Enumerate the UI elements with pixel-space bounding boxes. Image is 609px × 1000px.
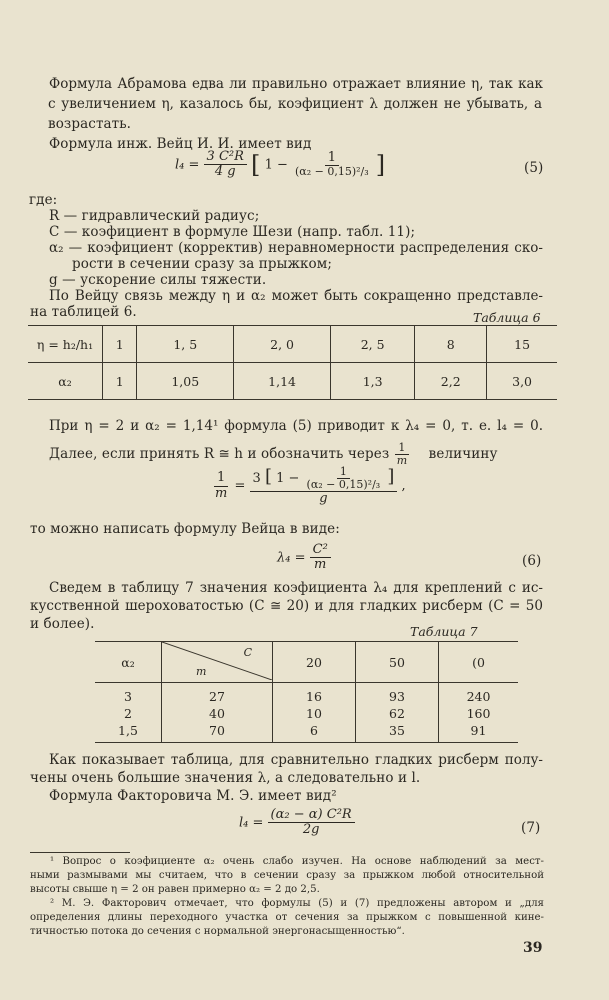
table-cell: 2	[124, 706, 132, 721]
table-cell: 15	[487, 326, 557, 363]
eq6-fraction	[310, 543, 331, 573]
equation-number-7: (7)	[521, 820, 541, 836]
m-rhs-denominator: g	[319, 491, 328, 507]
table-6	[28, 325, 557, 400]
table-cell: 1,14	[234, 363, 331, 400]
table-cell: 1,3	[331, 363, 415, 400]
eq5-inner-denominator: (α₂ − 0,15)²/₃	[295, 165, 369, 179]
bracket-open: [	[264, 466, 272, 488]
column-header: (0	[439, 642, 519, 683]
eq5-lhs: l₄ =	[175, 157, 200, 173]
definition-line: C — коэфициент в формуле Шези (напр. табл. 11);	[49, 224, 416, 240]
table-row-header: η = h₂/h₁	[28, 326, 103, 363]
table-cell: 1	[103, 326, 137, 363]
m-lhs	[212, 471, 230, 501]
equation-number-6: (6)	[522, 553, 542, 569]
text-line: Формула Факторовича М. Э. имеет вид²	[49, 788, 337, 804]
eq5-one-minus: 1 −	[264, 157, 288, 173]
text-line: Формула Абрамова едва ли правильно отражает влияние η, так как	[49, 76, 543, 92]
text-line: возрастать.	[48, 116, 132, 132]
table-cell: 40	[162, 705, 273, 722]
footnote-line: определения длины переходного участка от сечения за прыжком с повышенной кине-	[30, 912, 544, 923]
definition-line: g — ускорение силы тяжести.	[49, 272, 267, 288]
column-header: 20	[273, 642, 356, 683]
definition-line: рости в сечении сразу за прыжком;	[72, 256, 332, 272]
table-cell: 16	[273, 683, 356, 706]
table-cell: 1,5	[95, 722, 162, 743]
text-line: При η = 2 и α₂ = 1,14¹ формула (5) приводит к λ₄ = 0, т. е. l₄ = 0.	[49, 418, 543, 434]
eq7-numerator: (α₂ − α) C²R	[268, 808, 355, 823]
column-header-m: m	[196, 665, 207, 678]
table-cell: 91	[439, 722, 519, 743]
text-line: Как показывает таблица, для сравнительно гладких рисберм полу-	[49, 752, 543, 768]
one-over-m	[394, 442, 411, 467]
table-row	[28, 363, 557, 400]
table-row	[95, 705, 518, 722]
bracket-close: ]	[387, 466, 395, 488]
text-line: с увеличением η, казалось бы, коэфициент λ должен не убывать, а	[48, 96, 542, 112]
fraction-numerator: 1	[214, 471, 228, 486]
column-header-c: C	[243, 646, 252, 659]
eq7-denominator: 2g	[302, 822, 320, 838]
table-row	[95, 683, 518, 706]
text-line: на таблицей 6.	[30, 304, 137, 320]
eq5-numerator: 3 C²R	[204, 150, 247, 165]
eq5-inner-fraction	[292, 151, 372, 178]
table-header-row	[95, 642, 518, 683]
equation-7	[239, 808, 355, 838]
text-line	[49, 442, 497, 467]
table-cell: 240	[439, 683, 519, 706]
equation-6	[277, 543, 331, 573]
fraction-numerator: 1	[395, 442, 408, 455]
coefficient: 3	[252, 471, 261, 487]
table-cell: 62	[356, 705, 439, 722]
table-cell: 6	[273, 722, 356, 743]
eq7-fraction	[268, 808, 355, 838]
table-cell: 2, 0	[234, 326, 331, 363]
footnote-line: ¹ Вопрос о коэфициенте α₂ очень слабо изучен. На основе наблюдений за мест-	[50, 856, 544, 867]
table-cell: 70	[162, 722, 273, 743]
eq5-denominator: 4 g	[214, 164, 236, 180]
text-line: и более).	[30, 616, 95, 632]
table-cell: 1	[103, 363, 137, 400]
inner-fraction	[304, 466, 384, 491]
table-row	[95, 722, 518, 743]
table-row	[28, 326, 557, 363]
footnote-line: ными размывами мы считаем, что в сечении сразу за прыжком любой относительной	[30, 870, 544, 881]
fraction-denominator: m	[215, 485, 228, 501]
eq7-lhs: l₄ =	[239, 815, 264, 831]
fraction-denominator: m	[396, 454, 408, 468]
m-definition: $\frac{1}{m}$ = 3 [ 1 − $\frac{1}{\text{(α₂ − 0,15)²/₃}}$ ] g ,	[212, 466, 406, 506]
table-cell: 1, 5	[137, 326, 234, 363]
column-header: 50	[356, 642, 439, 683]
eq6-lhs: λ₄ =	[277, 550, 306, 566]
eq6-denominator: m	[314, 557, 327, 573]
table-cell: 3	[124, 689, 132, 704]
text-span: величину	[428, 446, 498, 463]
table-cell: 8	[415, 326, 487, 363]
page-number: 39	[523, 940, 543, 956]
definition-line: R — гидравлический радиус;	[49, 208, 260, 224]
diagonal-line	[162, 642, 272, 680]
text-line: Сведем в таблицу 7 значения коэфициента λ₄ для креплений с ис-	[49, 580, 543, 596]
diagonal-header-cell	[162, 642, 273, 683]
table-cell: 1,05	[137, 363, 234, 400]
table-cell: 93	[356, 683, 439, 706]
eq6-numerator: C²	[310, 543, 331, 558]
footnote-rule	[30, 852, 130, 853]
table-row-header: α₂	[28, 363, 103, 400]
equation-5	[175, 150, 385, 180]
definition-line: α₂ — коэфициент (корректив) неравномерности распределения ско-	[49, 240, 543, 256]
text-line: чены очень большие значения λ, а следовательно и l.	[30, 770, 421, 786]
text-span: Далее, если принять R ≅ h и обозначить через	[49, 446, 390, 463]
text-line: Формула инж. Вейц И. И. имеет вид	[49, 136, 312, 152]
table-cell: 160	[439, 705, 519, 722]
footnote-line: тичностью потока до сечения с нормальной энергонасыщенностью“.	[30, 926, 405, 937]
table6-caption: Таблица 6	[473, 310, 541, 325]
footnote-line: высоты свыше η = 2 он равен примерно α₂ = 2 до 2,5.	[30, 884, 320, 895]
column-header: α₂	[95, 642, 162, 683]
table-cell: 10	[273, 705, 356, 722]
table-cell: 3,0	[487, 363, 557, 400]
footnote-line: ² М. Э. Факторович отмечает, что формулы (5) и (7) предложены автором и „для	[50, 898, 544, 909]
bracket-open: [	[251, 150, 261, 179]
table-cell: 2, 5	[331, 326, 415, 363]
text-line: где:	[29, 192, 58, 208]
eq5-fraction	[204, 150, 247, 180]
table-cell: 35	[356, 722, 439, 743]
fraction-numerator: 1	[337, 466, 350, 479]
text-line: По Вейцу связь между η и α₂ может быть сокращенно представле-	[49, 288, 543, 304]
eq5-inner-numerator: 1	[325, 151, 339, 166]
bracket-close: ]	[375, 150, 386, 179]
m-rhs-numerator	[250, 466, 398, 492]
text-line: кусственной шероховатостью (C ≅ 20) и для гладких рисберм (C = 50	[30, 598, 543, 614]
one-minus: 1 −	[276, 471, 300, 487]
table-7	[95, 641, 518, 743]
table-cell: 2,2	[415, 363, 487, 400]
fraction-denominator: (α₂ − 0,15)²/₃	[306, 478, 381, 492]
equation-number-5: (5)	[524, 160, 544, 176]
table-cell: 27	[162, 683, 273, 706]
equals-sign: =	[234, 478, 246, 494]
table7-caption: Таблица 7	[410, 624, 478, 639]
m-rhs	[250, 466, 398, 506]
text-line: то можно написать формулу Вейца в виде:	[30, 521, 340, 537]
